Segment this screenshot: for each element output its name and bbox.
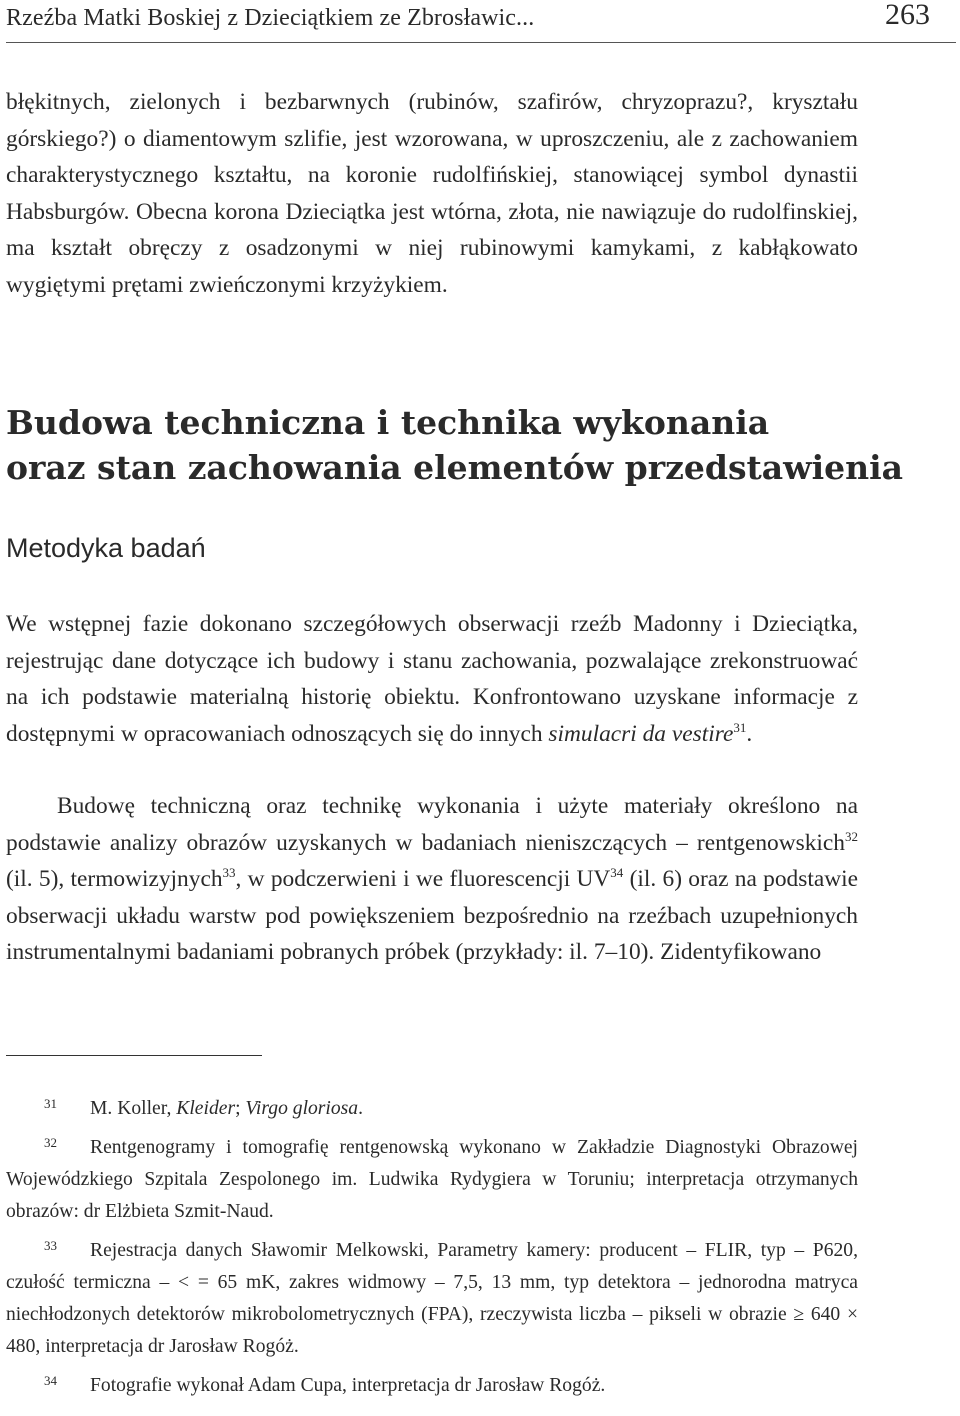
footnote-ref-32[interactable]: 32 <box>845 828 858 844</box>
footnote-34: 34 Fotografie wykonał Adam Cupa, interpretacja dr Jarosław Rogóż. <box>44 1373 606 1396</box>
paragraph-end: . <box>746 720 753 747</box>
paragraph-text: We wstępnej fazie dokonano szczegółowych obserwacji rzeźb Madonny i Dzieciątka, rejestrując dane dotyczące ich budowy i stanu zachowania, pozwalające zrekonstruować na ich podstawie materialną historię obiektu. Konfrontowano uzyskane informacje z dostępnymi w opracowaniach odnoszących się do innych <box>6 611 858 747</box>
footnotes <box>6 1093 858 1409</box>
intro-paragraph: błękitnych, zielonych i bezbarwnych (rubinów, szafirów, chryzoprazu?, kryształu górskiego?) o diamentowym szlifie, jest wzorowana, w uproszczeniu, ale z zachowaniem charakterystycznego kształtu, na koronie rudolfińskiej, stanowiącej symbol dynastii Habsburgów. Obecna korona Dzieciątka jest wtórna, złota, nie nawiązuje do rudolfinskiej, ma kształt obręczy z osadzonymi w niej rubinowymi kamykami, z kabłąkowato wygiętymi prętami zwieńczonymi krzyżykiem. <box>6 89 858 298</box>
subheading: Metodyka badań <box>6 533 206 563</box>
footnote-separator <box>6 1055 262 1056</box>
footnote-text: Rentgenogramy i tomografię rentgenowską wykonano w Zakładzie Diagnostyki Obrazowej Wojewódzkiego Szpitala Zespolonego im. Ludwika Rydygiera w Toruniu; interpretacja otrzymanych obrazów: dr Elżbieta Szmit-Naud. <box>6 1137 858 1222</box>
footnote-text: Fotografie wykonał Adam Cupa, interpretacja dr Jarosław Rogóż. <box>90 1375 606 1396</box>
footnote-text: Rejestracja danych Sławomir Melkowski, Parametry kamery: producent – FLIR, typ – P620, czułość termiczna – < = 65 mK, zakres widmowy – 7,5, 13 mm, typ detektora – jednorodna matryca niechłodzonych detektorów mikrobolometrycznych (FPA), rzeczywista liczba – pikseli w obrazie ≥ 640 × 480, interpretacja dr Jarosław Rogóż. <box>6 1240 858 1357</box>
footnote-end: . <box>358 1098 364 1119</box>
footnote-title-2: Virgo gloriosa <box>245 1098 359 1119</box>
paragraph-text-4: (il. 6) oraz na podstawie obserwacji układu warstw pod powiększeniem bezpośrednio na rzeźbach uzupełnionych instrumentalnymi badaniami pobranych próbek (przykłady: il. 7–10). Zidentyfikowano <box>6 866 858 966</box>
paragraph-text-1: Budowę techniczną oraz technikę wykonania i użyte materiały określono na podstawie analizy obrazów uzyskanych w badaniach nieniszczących – rentgenowskich <box>6 793 858 856</box>
footnote-separator-text: ; <box>235 1098 246 1119</box>
paragraph-techniques <box>6 788 858 971</box>
paragraph-text-2: (il. 5), termowizyjnych <box>6 866 223 893</box>
footnote-title-1: Kleider <box>176 1098 236 1119</box>
footnote-author: M. Koller, <box>90 1098 177 1119</box>
paragraph-methodology <box>6 606 858 752</box>
section-heading <box>6 400 906 490</box>
footnote-33: 33 Rejestracja danych Sławomir Melkowski, Parametry kamery: producent – FLIR, typ – P620, czułość termiczna – < = 65 mK, zakres widmowy – 7,5, 13 mm, typ detektora – jednorodna matryca niechłodzonych detektorów mikrobolometrycznych (FPA), rzeczywista liczba – pikseli w obrazie ≥ 640 × 480, interpretacja dr Jarosław Rogóż. <box>6 1238 858 1357</box>
footnote-32: 32 Rentgenogramy i tomografię rentgenowską wykonano w Zakładzie Diagnostyki Obrazowej Wojewódzkiego Szpitala Zespolonego im. Ludwika Rydygiera w Toruniu; interpretacja otrzymanych obrazów: dr Elżbieta Szmit-Naud. <box>6 1135 858 1222</box>
footnote-ref-34[interactable]: 34 <box>610 865 624 881</box>
footnote-ref-33[interactable]: 33 <box>222 865 236 881</box>
footnote-31: 31 M. Koller, Kleider; Virgo gloriosa. <box>44 1096 364 1119</box>
section-heading-line-1: Budowa techniczna i technika wykonania <box>6 403 770 442</box>
running-header <box>6 0 956 43</box>
running-title: Rzeźba Matki Boskiej z Dzieciątkiem ze Zbrosławic... <box>6 5 535 31</box>
paragraph-text-3: , w podczerwieni i we fluorescencji UV <box>235 866 611 893</box>
page-number: 263 <box>885 0 930 31</box>
section-heading-line-2: oraz stan zachowania elementów przedstawienia <box>6 448 904 487</box>
footnote-ref-31[interactable]: 31 <box>733 719 747 735</box>
italic-term: simulacri da vestire <box>548 720 734 747</box>
